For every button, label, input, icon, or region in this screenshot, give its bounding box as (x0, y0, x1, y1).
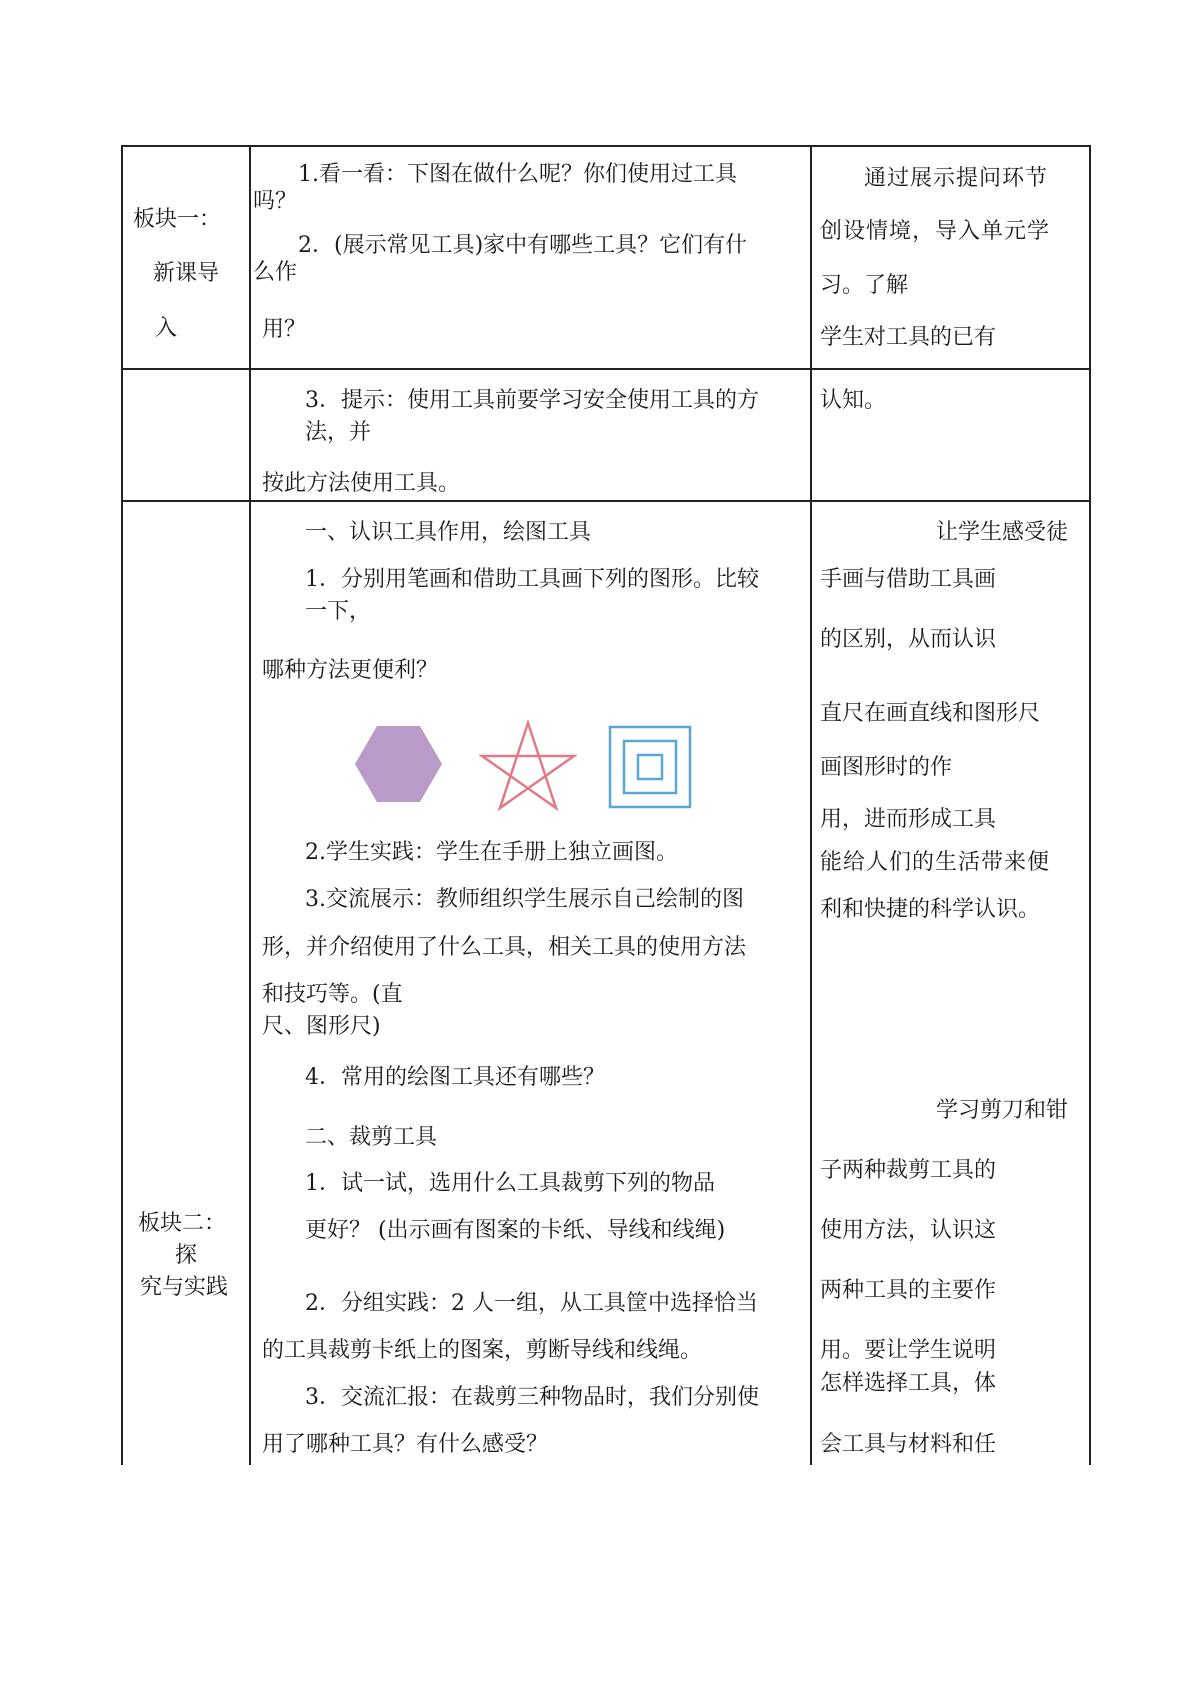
section2-content-line2: 1．分别用笔画和借助工具画下列的图形。比较 (305, 567, 759, 592)
section2-note-line1: 让学生感受徒 (936, 520, 1069, 545)
section2-content-line17: 用了哪种工具？有什么感受？ (262, 1432, 549, 1457)
section1-content-line2: 吗？ (253, 189, 298, 214)
section2-note-line3: 的区别，从而认识 (820, 627, 997, 652)
section1b-content-line1: 3．提示：使用工具前要学习安全使用工具的方 (305, 388, 759, 413)
section1-note-line3: 习。了解 (820, 273, 909, 298)
section2-note-line15: 会工具与材料和任 (820, 1432, 997, 1457)
row-divider-1 (121, 368, 1091, 370)
section2-note-line14: 怎样选择工具，体 (820, 1371, 997, 1396)
section2-label-line3: 究与实践 (140, 1275, 229, 1300)
table-divider-2 (810, 145, 812, 1465)
section1b-note-line1: 认知。 (820, 388, 887, 413)
section2-note-line7: 能给人们的生活带来便 (820, 850, 1051, 875)
section2-note-line12: 两种工具的主要作 (820, 1278, 997, 1303)
section2-content-line14: 2．分组实践：2 人一组，从工具筐中选择恰当 (305, 1291, 758, 1316)
section2-note-line8: 利和快捷的科学认识。 (820, 897, 1041, 922)
section2-content-line8: 和技巧等。(直 (262, 982, 403, 1007)
section2-content-line4: 哪种方法更便利？ (262, 658, 439, 683)
section2-heading-drawing: 一、认识工具作用，绘图工具 (305, 520, 592, 545)
table-border-left (121, 145, 123, 1465)
section1-label-line2: 新课导 (153, 261, 220, 286)
section2-note-line5: 画图形时的作 (820, 755, 953, 780)
section1-label-line3: 入 (155, 316, 178, 341)
star-shape (482, 723, 574, 808)
section2-note-line6: 用，进而形成工具 (820, 807, 997, 832)
section2-label-line1: 板块二： (138, 1211, 227, 1236)
nested-squares-middle (624, 741, 676, 793)
section2-note-line11: 使用方法，认识这 (820, 1218, 997, 1243)
section1b-content-line2: 法，并 (305, 420, 372, 445)
section1-content-line4: 么作 (253, 260, 298, 285)
section1-note-line4: 学生对工具的已有 (820, 325, 997, 350)
section1-note-line2: 创设情境，导入单元学 (820, 219, 1051, 244)
section2-content-line9: 尺、图形尺) (262, 1014, 381, 1039)
table-border-top (121, 145, 1091, 147)
hexagon-shape (355, 726, 442, 802)
section1-content-line1: 1.看一看：下图在做什么呢？你们使用过工具 (298, 162, 737, 187)
section1-content-line5: 用？ (262, 317, 307, 342)
section2-note-line4: 直尺在画直线和图形尺 (820, 701, 1041, 726)
section2-content-line10: 4．常用的绘图工具还有哪些？ (305, 1065, 605, 1090)
section2-heading-cutting: 二、裁剪工具 (305, 1125, 438, 1150)
section2-content-line3: 一下， (305, 599, 372, 624)
table-divider-1 (249, 145, 251, 1465)
section2-content-line15: 的工具裁剪卡纸上的图案，剪断导线和线绳。 (262, 1338, 703, 1363)
section2-note-line2: 手画与借助工具画 (820, 567, 997, 592)
table-border-right (1089, 145, 1091, 1465)
section2-content-line5: 2.学生实践：学生在手册上独立画图。 (305, 840, 678, 865)
section2-label-line2: 探 (175, 1243, 198, 1268)
section1-note-line1: 通过展示提问环节 (864, 166, 1049, 191)
nested-squares-inner (638, 755, 662, 779)
nested-squares-outer (610, 727, 690, 807)
section1-label-line1: 板块一： (133, 207, 222, 232)
section2-content-line7: 形，并介绍使用了什么工具，相关工具的使用方法 (262, 935, 747, 960)
section2-content-line6: 3.交流展示：教师组织学生展示自己绘制的图 (305, 887, 744, 912)
section1-content-line3: 2．(展示常见工具)家中有哪些工具？它们有什 (298, 233, 748, 258)
section2-note-line10: 子两种裁剪工具的 (820, 1158, 997, 1183)
section2-content-line12: 1．试一试，选用什么工具裁剪下列的物品 (305, 1171, 715, 1196)
row-divider-2 (121, 500, 1091, 502)
shapes-illustration (355, 720, 695, 824)
section2-content-line13: 更好？ (出示画有图案的卡纸、导线和线绳) (305, 1218, 726, 1243)
section1b-content-line3: 按此方法使用工具。 (262, 471, 461, 496)
section2-note-line13: 用。要让学生说明 (820, 1338, 997, 1363)
section2-content-line16: 3．交流汇报：在裁剪三种物品时，我们分别使 (305, 1385, 759, 1410)
section2-note-line9: 学习剪刀和钳 (936, 1098, 1069, 1123)
